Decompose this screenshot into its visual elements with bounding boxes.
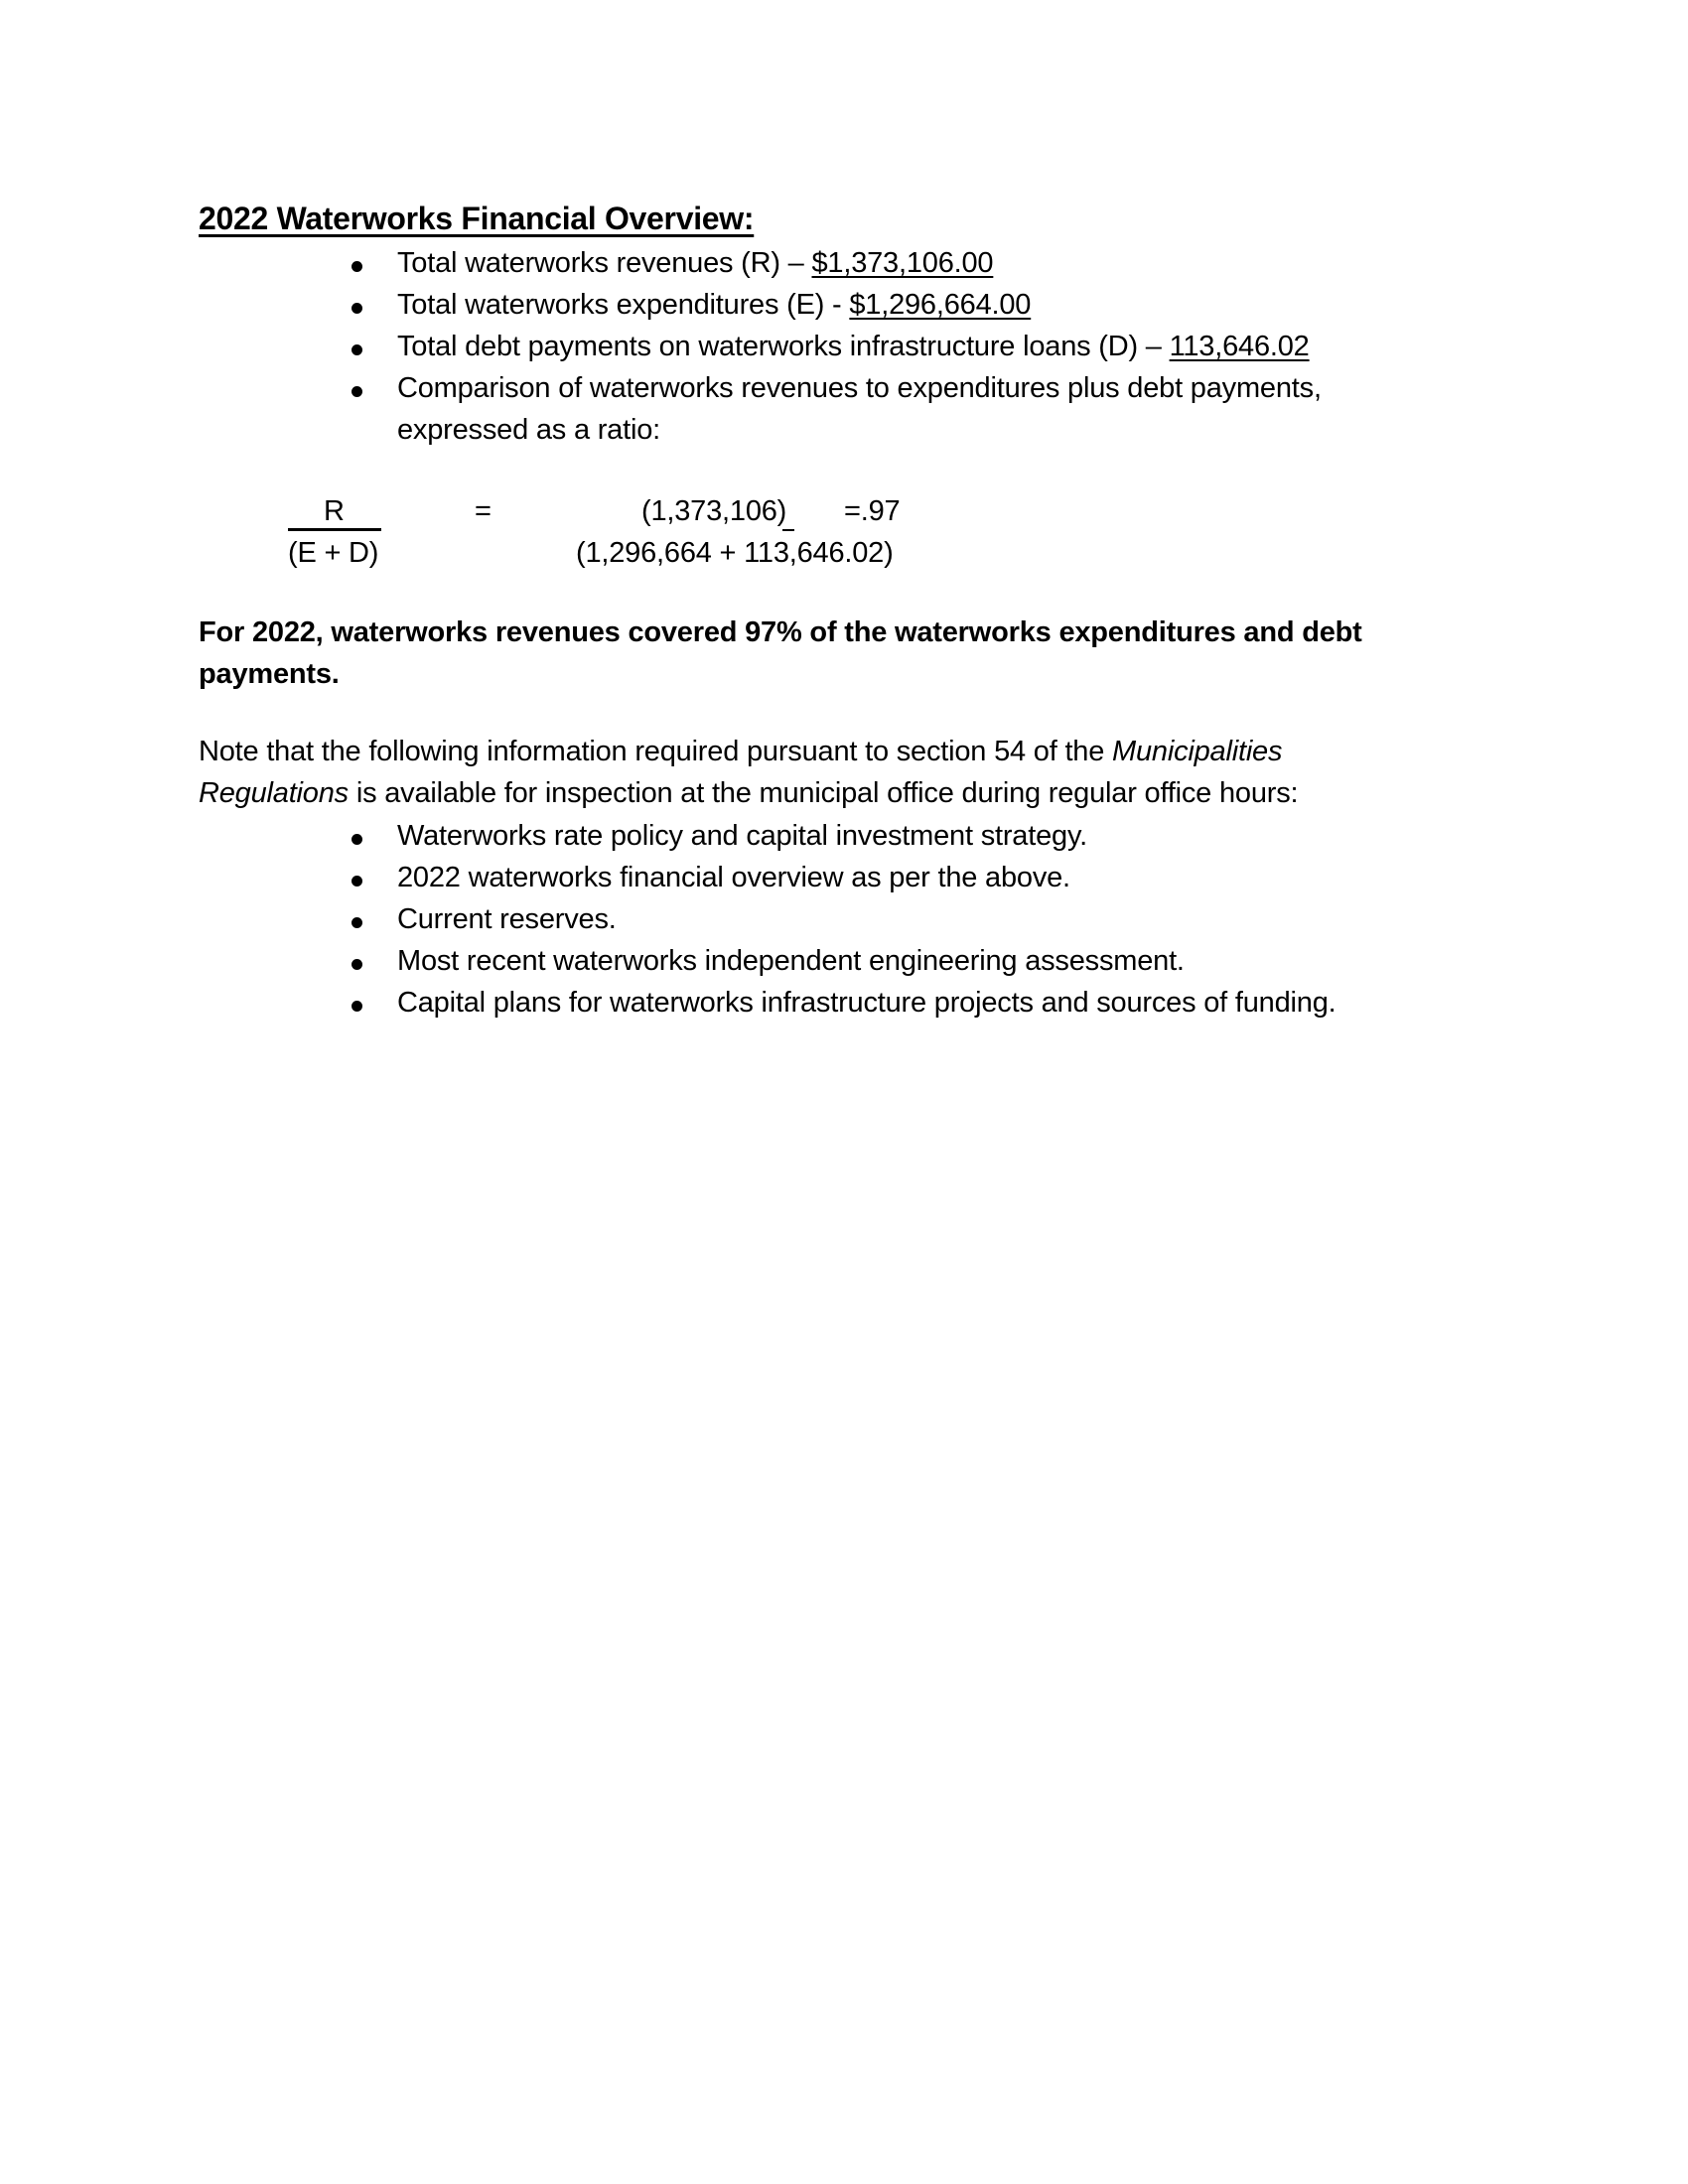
bullet-icon (352, 834, 362, 845)
list-item-label: 2022 waterworks financial overview as per the above. (397, 862, 1070, 893)
ratio-numerator-symbol: R (324, 495, 345, 527)
bullet-icon (352, 1001, 362, 1012)
note-line2 (199, 777, 1298, 810)
note-line1 (199, 736, 1282, 768)
underline-mark (782, 529, 794, 531)
list-item-label: Waterworks rate policy and capital investment strategy. (397, 820, 1087, 852)
page-title: 2022 Waterworks Financial Overview: (199, 201, 755, 236)
ratio-result: =.97 (844, 495, 901, 527)
summary-line1: For 2022, waterworks revenues covered 97% of the waterworks expenditures and debt (199, 616, 1362, 648)
bullet-icon (352, 261, 362, 272)
ratio-numerator-value: (1,373,106) (641, 495, 787, 527)
fraction-line (288, 528, 381, 531)
debt-label: Total debt payments on waterworks infrastructure loans (D) – (397, 331, 1170, 362)
bullet-icon (352, 876, 362, 887)
debt-value: 113,646.02 (1169, 331, 1310, 362)
note-text: Note that the following information required pursuant to section 54 of the (199, 736, 1113, 767)
bullet-icon (352, 959, 362, 970)
regulation-title-part2: Regulations (199, 777, 349, 809)
bullet-icon (352, 386, 362, 397)
list-item-label (397, 289, 1031, 322)
list-item-label (397, 247, 993, 280)
summary-line2: payments. (199, 658, 340, 690)
list-item-label: Most recent waterworks independent engineering assessment. (397, 945, 1185, 977)
comparison-label-line2: expressed as a ratio: (397, 414, 660, 446)
bullet-icon (352, 917, 362, 928)
ratio-denominator-value: (1,296,664 + 113,646.02) (576, 537, 894, 569)
revenue-label: Total waterworks revenues (R) – (397, 247, 812, 279)
bullet-icon (352, 344, 362, 355)
ratio-equals-sign: = (475, 495, 492, 527)
expenditure-label: Total waterworks expenditures (E) - (397, 289, 850, 321)
list-item-label: Capital plans for waterworks infrastructure projects and sources of funding. (397, 987, 1336, 1019)
note-text: is available for inspection at the municipal office during regular office hours: (348, 777, 1299, 809)
revenue-value: $1,373,106.00 (811, 247, 994, 279)
bullet-icon (352, 303, 362, 314)
list-item-label: Current reserves. (397, 903, 617, 935)
ratio-denominator-symbol: (E + D) (288, 537, 379, 569)
regulation-title-part1: Municipalities (1112, 736, 1283, 767)
comparison-label-line1: Comparison of waterworks revenues to expenditures plus debt payments, (397, 372, 1322, 404)
list-item-label (397, 331, 1310, 363)
expenditure-value: $1,296,664.00 (849, 289, 1032, 321)
